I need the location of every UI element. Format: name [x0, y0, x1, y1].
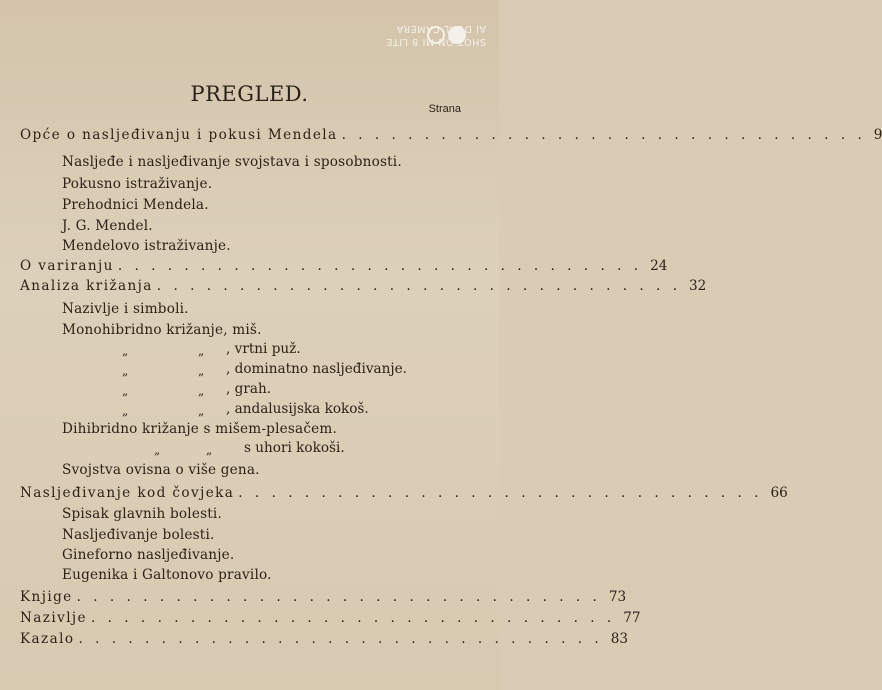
toc-section-4	[20, 485, 788, 501]
page-number: 77	[623, 610, 641, 626]
toc-item: Gineforno nasljeđivanje.	[62, 547, 235, 563]
page-number: 32	[689, 278, 707, 294]
toc-item: Nasljeđivanje bolesti.	[62, 527, 215, 543]
dot-leader: . . . . . . . . . . . . . . . . . . . . . . . . . . . . . . . .	[238, 485, 763, 501]
dot-leader: . . . . . . . . . . . . . . . . . . . . . . . . . . . . . . . .	[78, 631, 603, 647]
dot-leader: . . . . . . . . . . . . . . . . . . . . . . . . . . . . . . . .	[91, 610, 616, 626]
page-number: 24	[650, 258, 668, 274]
toc-section-2	[20, 258, 668, 274]
dot-leader: . . . . . . . . . . . . . . . . . . . . . . . . . . . . . . . .	[341, 127, 866, 143]
toc-item: , dominatno nasljeđivanje.	[226, 361, 407, 377]
watermark-line-2: AI DUAL CAMERA	[396, 23, 486, 34]
toc-item: Mendelovo istraživanje.	[62, 238, 231, 254]
page-number: 83	[610, 631, 629, 647]
toc-item: Pokusno istraživanje.	[62, 176, 213, 192]
section-title: Nasljeđivanje kod čovjeka	[20, 485, 235, 501]
section-title: Knjige	[20, 589, 73, 605]
camera-watermark	[296, 22, 486, 48]
toc-item: s uhori kokoši.	[244, 440, 345, 456]
toc-item: Svojstva ovisna o više gena.	[62, 462, 260, 478]
toc-item: , vrtni puž.	[226, 341, 301, 357]
toc-section-1	[20, 127, 882, 143]
toc-section-3	[20, 278, 707, 294]
dot-leader: . . . . . . . . . . . . . . . . . . . . . . . . . . . . . . . .	[76, 589, 601, 605]
ditto-mark: „	[206, 443, 213, 457]
toc-item: , andalusijska kokoš.	[226, 401, 369, 417]
ditto-mark: „	[122, 344, 129, 358]
section-title: Opće o nasljeđivanju i pokusi Mendela	[20, 127, 338, 143]
ditto-mark: „	[154, 443, 161, 457]
toc-item: Spisak glavnih bolesti.	[62, 506, 222, 522]
ditto-mark: „	[122, 384, 129, 398]
ditto-mark: „	[198, 384, 205, 398]
section-title: Kazalo	[20, 631, 75, 647]
ditto-mark: „	[198, 404, 205, 418]
section-title: Analiza križanja	[20, 278, 153, 294]
toc-section-5	[20, 589, 627, 605]
page-number: 9	[873, 127, 882, 143]
section-title: O variranju	[20, 258, 114, 274]
ditto-mark: „	[198, 364, 205, 378]
dot-leader: . . . . . . . . . . . . . . . . . . . . . . . . . . . . . . . .	[156, 278, 682, 294]
ditto-mark: „	[122, 404, 129, 418]
toc-item: Dihibridno križanje s mišem-plesačem.	[62, 421, 338, 437]
toc-item: Prehodnici Mendela.	[62, 197, 209, 213]
toc-section-6	[20, 610, 641, 626]
page-title: PREGLED.	[190, 82, 309, 106]
page-column-header: Strana	[428, 103, 461, 115]
watermark-line-1: SHOT ON MI 8 LITE	[385, 36, 486, 47]
toc-item: , grah.	[226, 381, 272, 397]
dot-leader: . . . . . . . . . . . . . . . . . . . . . . . . . . . . . . . .	[117, 258, 643, 274]
section-title: Nazivlje	[20, 610, 87, 626]
toc-section-7	[20, 631, 629, 647]
toc-item: Eugenika i Galtonovo pravilo.	[62, 567, 272, 583]
ditto-mark: „	[198, 344, 205, 358]
toc-item: J. G. Mendel.	[62, 218, 153, 234]
page-number: 66	[770, 485, 788, 501]
toc-item: Nazivlje i simboli.	[62, 301, 189, 317]
toc-item: Monohibridno križanje, miš.	[62, 322, 262, 338]
ditto-mark: „	[122, 364, 129, 378]
page-number: 73	[608, 589, 627, 605]
toc-item: Nasljeđe i nasljeđivanje svojstava i sposobnosti.	[62, 154, 402, 170]
